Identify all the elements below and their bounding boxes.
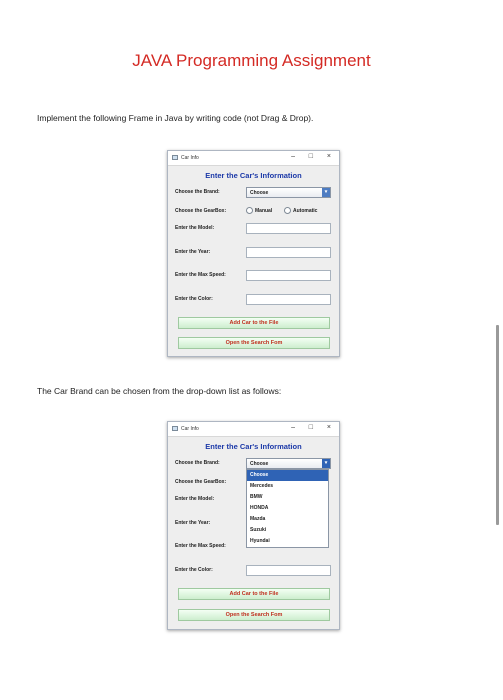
color-input[interactable] bbox=[246, 294, 331, 305]
dropdown-option[interactable]: Suzuki bbox=[250, 527, 267, 533]
window-title: Car Info bbox=[181, 155, 199, 161]
dropdown-option[interactable]: Hyundai bbox=[250, 538, 270, 544]
page-scrollbar[interactable] bbox=[496, 325, 499, 525]
instruction-paragraph: Implement the following Frame in Java by writing code (not Drag & Drop). bbox=[37, 113, 314, 123]
color-label: Enter the Color: bbox=[175, 296, 213, 302]
car-info-window-closed bbox=[167, 150, 340, 357]
dropdown-option[interactable]: Mercedes bbox=[250, 483, 274, 489]
max-speed-row bbox=[175, 270, 333, 282]
model-row bbox=[175, 223, 333, 235]
gearbox-label: Choose the GearBox: bbox=[175, 208, 227, 214]
add-car-button[interactable]: Add Car to the File bbox=[178, 588, 330, 600]
brand-label: Choose the Brand: bbox=[175, 460, 220, 466]
max-speed-label: Enter the Max Speed: bbox=[175, 272, 226, 278]
color-label: Enter the Color: bbox=[175, 567, 213, 573]
maximize-icon[interactable]: □ bbox=[308, 424, 313, 431]
window-title: Car Info bbox=[181, 426, 199, 432]
gearbox-row bbox=[175, 206, 333, 218]
radio-icon[interactable] bbox=[246, 207, 253, 214]
year-input[interactable] bbox=[246, 247, 331, 258]
brand-select-value: Choose bbox=[250, 190, 269, 196]
model-label: Enter the Model: bbox=[175, 225, 215, 231]
gearbox-label: Choose the GearBox: bbox=[175, 479, 227, 485]
year-label: Enter the Year: bbox=[175, 520, 211, 526]
brand-row bbox=[175, 187, 333, 199]
max-speed-input[interactable] bbox=[246, 270, 331, 281]
close-icon[interactable]: × bbox=[326, 153, 331, 160]
max-speed-label: Enter the Max Speed: bbox=[175, 543, 226, 549]
minimize-icon[interactable]: – bbox=[291, 424, 295, 431]
gearbox-automatic-option[interactable] bbox=[284, 207, 317, 214]
minimize-icon[interactable]: – bbox=[291, 153, 295, 160]
gearbox-automatic-label: Automatic bbox=[293, 207, 318, 214]
dropdown-option[interactable]: BMW bbox=[250, 494, 263, 500]
dropdown-option[interactable]: Mazda bbox=[250, 516, 266, 522]
dropdown-option[interactable]: HONDA bbox=[250, 505, 269, 511]
brand-select[interactable] bbox=[246, 187, 331, 198]
color-row bbox=[175, 565, 333, 577]
open-search-form-button[interactable]: Open the Search Fom bbox=[178, 609, 330, 621]
color-input[interactable] bbox=[246, 565, 331, 576]
model-input[interactable] bbox=[246, 223, 331, 234]
brand-dropdown-list bbox=[246, 469, 329, 548]
color-row bbox=[175, 294, 333, 306]
dropdown-explanation-paragraph: The Car Brand can be chosen from the drop-down list as follows: bbox=[37, 386, 282, 396]
car-info-window-open bbox=[167, 421, 340, 630]
brand-label: Choose the Brand: bbox=[175, 189, 220, 195]
window-titlebar bbox=[168, 151, 339, 166]
add-car-button[interactable]: Add Car to the File bbox=[178, 317, 330, 329]
close-icon[interactable]: × bbox=[326, 424, 331, 431]
document-title: JAVA Programming Assignment bbox=[132, 51, 371, 70]
maximize-icon[interactable]: □ bbox=[308, 153, 313, 160]
gearbox-manual-option[interactable] bbox=[246, 207, 272, 214]
form-heading: Enter the Car's Information bbox=[205, 171, 302, 180]
brand-select-value: Choose bbox=[250, 461, 269, 467]
chevron-down-icon[interactable]: ▾ bbox=[322, 188, 330, 197]
radio-icon[interactable] bbox=[284, 207, 291, 214]
year-row bbox=[175, 247, 333, 259]
gearbox-manual-label: Manual bbox=[255, 207, 273, 214]
year-label: Enter the Year: bbox=[175, 249, 211, 255]
java-app-icon bbox=[172, 155, 178, 160]
dropdown-option[interactable]: Choose bbox=[247, 470, 328, 481]
open-search-form-button[interactable]: Open the Search Fom bbox=[178, 337, 330, 349]
window-titlebar bbox=[168, 422, 339, 437]
java-app-icon bbox=[172, 426, 178, 431]
model-label: Enter the Model: bbox=[175, 496, 215, 502]
form-heading: Enter the Car's Information bbox=[205, 442, 302, 451]
brand-select[interactable] bbox=[246, 458, 331, 469]
chevron-down-icon[interactable]: ▾ bbox=[322, 459, 330, 468]
